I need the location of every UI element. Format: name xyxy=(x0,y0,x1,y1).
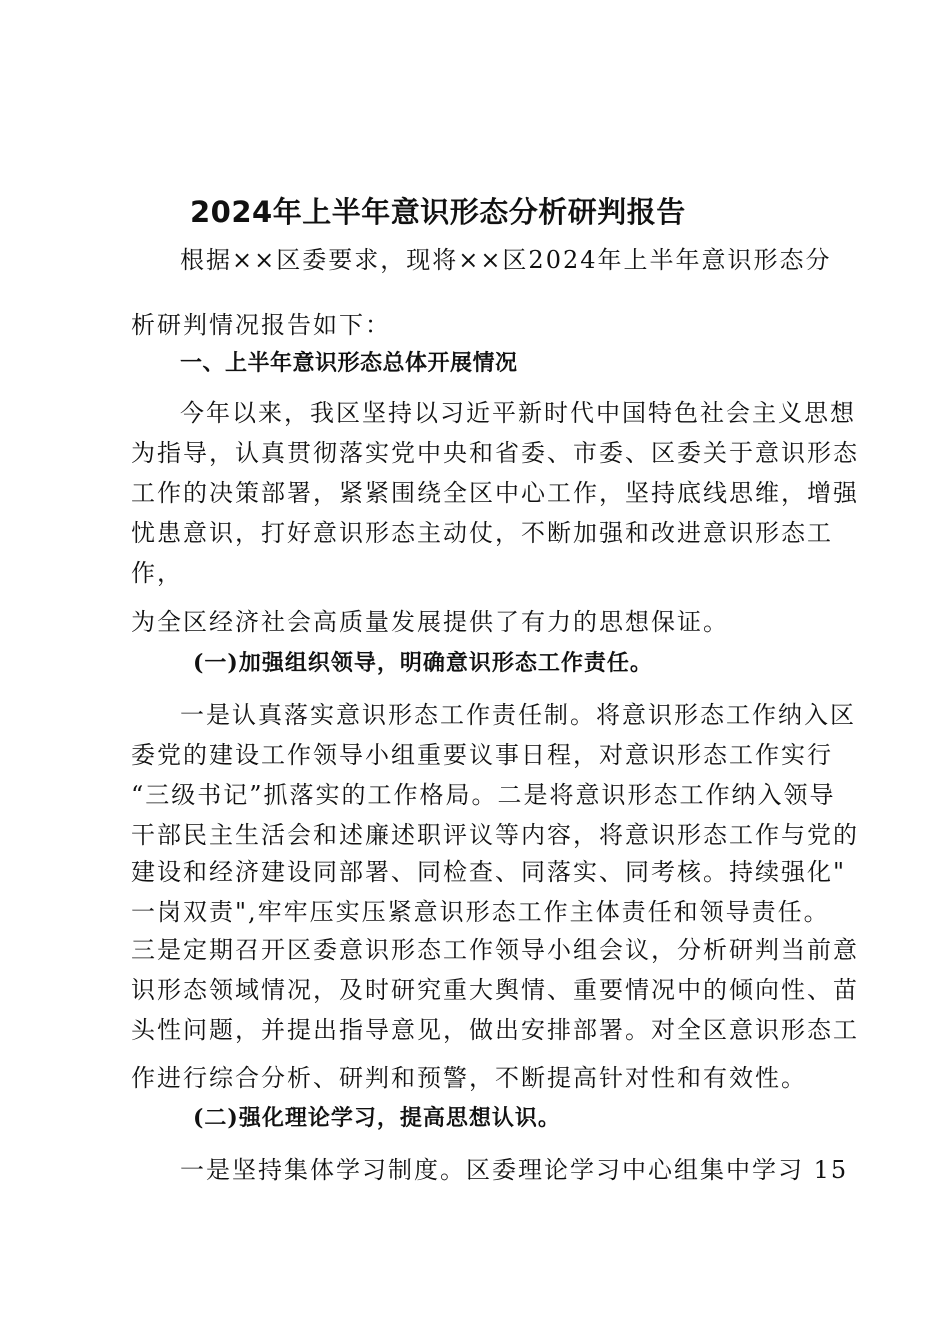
paragraph-line: 一是坚持集体学习制度。区委理论学习中心组集中学习 15 xyxy=(180,1156,849,1184)
subsection-heading-1: (一)加强组织领导，明确意识形态工作责任。 xyxy=(193,650,653,676)
paragraph-line: 为指导，认真贯彻落实党中央和省委、市委、区委关于意识形态 xyxy=(131,439,859,467)
document-title: 2024年上半年意识形态分析研判报告 xyxy=(190,195,686,229)
paragraph-line: 为全区经济社会高质量发展提供了有力的思想保证。 xyxy=(131,608,729,636)
paragraph-line: 作， xyxy=(131,559,183,587)
subsection-heading-2: (二)强化理论学习，提高思想认识。 xyxy=(193,1105,561,1131)
paragraph-line: 头性问题，并提出指导意见，做出安排部署。对全区意识形态工 xyxy=(131,1016,859,1044)
paragraph-line: 一岗双责",牢牢压实压紧意识形态工作主体责任和领导责任。 xyxy=(131,898,830,926)
paragraph-line: 委党的建设工作领导小组重要议事日程，对意识形态工作实行 xyxy=(131,741,833,769)
paragraph-line: 干部民主生活会和述廉述职评议等内容，将意识形态工作与党的 xyxy=(131,821,859,849)
paragraph-line: “三级书记”抓落实的工作格局。二是将意识形态工作纳入领导 xyxy=(131,781,836,809)
paragraph-line: 识形态领域情况，及时研究重大舆情、重要情况中的倾向性、苗 xyxy=(131,976,859,1004)
section-heading: 一、上半年意识形态总体开展情况 xyxy=(180,351,518,376)
paragraph-line: 建设和经济建设同部署、同检查、同落实、同考核。持续强化" xyxy=(131,858,847,886)
paragraph-line: 忧患意识，打好意识形态主动仗，不断加强和改进意识形态工 xyxy=(131,519,833,547)
intro-line-2: 析研判情况报告如下： xyxy=(131,311,391,339)
paragraph-line: 工作的决策部署，紧紧围绕全区中心工作，坚持底线思维，增强 xyxy=(131,479,859,507)
paragraph-line: 三是定期召开区委意识形态工作领导小组会议，分析研判当前意 xyxy=(131,936,859,964)
intro-line-1: 根据××区委要求，现将××区2024年上半年意识形态分 xyxy=(180,246,832,274)
paragraph-line: 今年以来，我区坚持以习近平新时代中国特色社会主义思想 xyxy=(180,399,856,427)
paragraph-line: 一是认真落实意识形态工作责任制。将意识形态工作纳入区 xyxy=(180,701,856,729)
paragraph-line: 作进行综合分析、研判和预警，不断提高针对性和有效性。 xyxy=(131,1064,807,1092)
